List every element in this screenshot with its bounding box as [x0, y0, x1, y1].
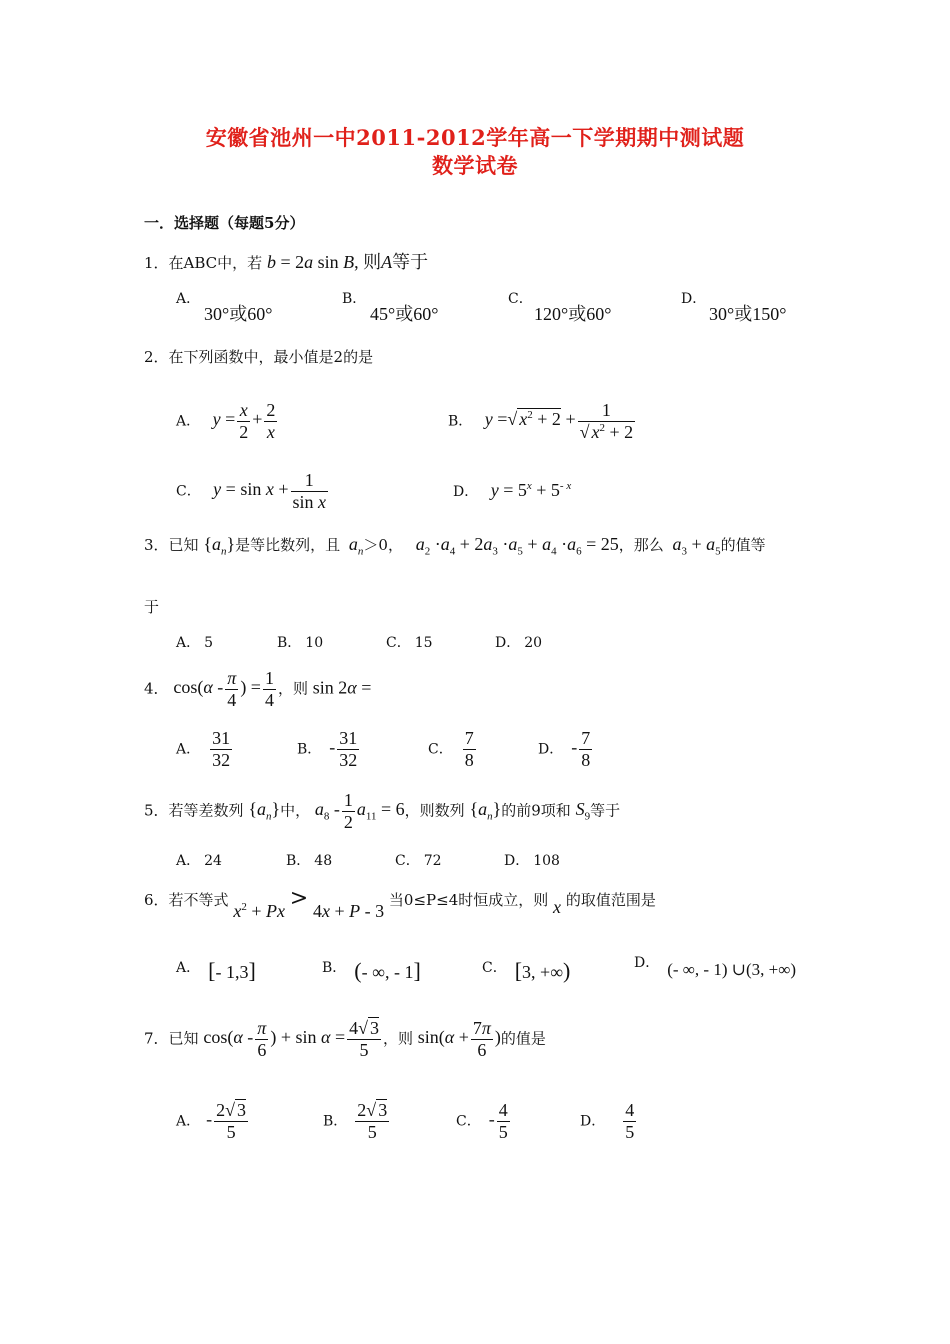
q4-option-d: D． - $\frac{7}{8}$ — [538, 728, 591, 770]
q3-option-a: A． 5 — [176, 635, 214, 651]
q7-option-c: C． - $\frac{4}{5}$ — [456, 1100, 508, 1142]
question-6: 6．若不等式 $x^2 + Px > 4x + P - 3$ 当0≤P≤4时恒成立，则 x 的取值范围是 — [144, 886, 656, 921]
q1-option-b: B． — [342, 291, 367, 307]
q3-option-d: D． 20 — [495, 635, 543, 651]
question-7: 7．已知 cos(α - $\frac{\pi}{6}$ ) + sin α = $\frac{4√ 3}{5}$ ，则 sin(α + $\frac{7\pi}{6}$ )的值是 — [144, 1018, 546, 1060]
q1-option-a: A． — [176, 291, 201, 307]
q1-formula: b = 2a sin B, 则A等于 — [266, 252, 429, 272]
q2-option-a: A． y = $\frac{x}{2}$ + $\frac{2}{x}$ — [176, 400, 276, 442]
q1-option-d: D． — [681, 291, 707, 307]
question-5: 5．若等差数列 $\{a_n\}$中， $a_8$ - $\frac{1}{2}$ $a_{11} = 6$，则数列 $\{a_n\}$的前9项和 $S_9$等于 — [144, 790, 621, 832]
question-3: 3．已知 $\{a_n\}$是等比数列，且 $a_n>0$， $a_2 \cdot a_4 + 2a_3 \cdot a_5 + a_4 \cdot a_6 = 25$，那么 $a_3 + a_5$的值等 — [144, 534, 766, 558]
q6-option-d: D． (- ∞, - 1) ∪(3, +∞) — [634, 955, 797, 979]
q1-option-c: C． — [508, 291, 533, 307]
q6-option-c: C． [3, +∞) — [482, 958, 571, 983]
section-heading: 一．选择题（每题5分） — [144, 214, 305, 232]
q2-option-d: D． $y = 5^x + 5^{- x}$ — [453, 480, 572, 500]
page-subtitle: 数学试卷 — [432, 153, 518, 178]
q7-option-a: A． - $\frac{2√ 3}{5}$ — [176, 1100, 247, 1142]
q2-option-b: B． y =√ $x^2 + 2$ + $\frac{1}{√ x^2 + 2}$ — [448, 400, 634, 442]
q4-option-a: A． $\frac{31}{32}$ — [176, 728, 231, 770]
q1-option-a-text: 30°或60° — [204, 304, 273, 324]
q1-option-c-text: 120°或60° — [534, 304, 612, 324]
q7-option-b: B． $\frac{2√ 3}{5}$ — [323, 1100, 388, 1142]
q1-option-b-text: 45°或60° — [370, 304, 439, 324]
q6-option-b: B． (- ∞, - 1] — [322, 958, 421, 983]
q7-option-d: D． $\frac{4}{5}$ — [580, 1100, 635, 1142]
q5-option-c: C． 72 — [395, 853, 442, 869]
question-4: 4． cos(α - $\frac{\pi}{4}$ ) = $\frac{1}{4}$ ，则 sin 2α = — [144, 668, 372, 710]
q5-option-b: B． 48 — [286, 853, 333, 869]
q2-option-c: C． y = sin x + $\frac{1}{\text{sin x}}$ — [176, 470, 327, 512]
question-2: 2．在下列函数中，最小值是2的是 — [144, 348, 374, 366]
page-title: 安徽省池州一中2011-2012学年高一下学期期中测试题 — [205, 125, 745, 150]
question-1: 1．在ABC中，若 b = 2a sin B, 则A等于 — [144, 252, 429, 272]
question-3-cont: 于 — [144, 598, 160, 616]
q5-option-d: D． 108 — [504, 853, 560, 869]
q5-option-a: A． 24 — [176, 853, 222, 869]
q3-option-c: C． 15 — [386, 635, 433, 651]
q3-option-b: B． 10 — [277, 635, 324, 651]
q1-option-d-text: 30°或150° — [709, 304, 787, 324]
q6-option-a: A． [- 1,3] — [176, 958, 256, 983]
q4-option-c: C． $\frac{7}{8}$ — [428, 728, 474, 770]
q4-option-b: B． - $\frac{31}{32}$ — [297, 728, 358, 770]
